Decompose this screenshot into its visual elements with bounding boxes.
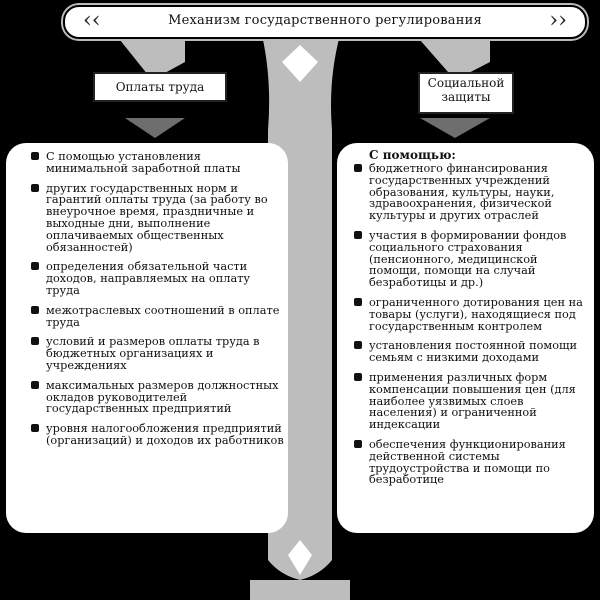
right-list [369, 163, 591, 494]
bullet-icon [31, 424, 39, 432]
bullet-icon [31, 337, 39, 345]
right-header: Социальной защиты [427, 76, 505, 104]
title-box [63, 5, 587, 39]
right-arrow-down [420, 118, 490, 138]
bullet-icon [31, 152, 39, 160]
bullet-icon [354, 373, 362, 381]
bullet-icon [31, 184, 39, 192]
bullet-icon [31, 381, 39, 389]
list-item: участия в формировании фондов социального страхования (пенсионного, медицинской помощи, помощи на случай безработицы и др.) [369, 230, 591, 289]
bullet-icon [31, 306, 39, 314]
list-item: применения различных форм компенсации повышения цен (для наиболее уязвимых слоев населения) и ограниченной индексации [369, 372, 591, 431]
column-base [250, 580, 350, 600]
chevron-right-icon: ›› [549, 8, 567, 33]
bullet-icon [354, 341, 362, 349]
list-item: ограниченного дотирования цен на товары (услуги), находящиеся под государственным контролем [369, 297, 591, 332]
list-item: уровня налогообложения предприятий (организаций) и доходов их работников [46, 423, 284, 447]
list-item: условий и размеров оплаты труда в бюджетных организациях и учреждениях [46, 336, 284, 371]
bullet-icon [354, 440, 362, 448]
bullet-icon [354, 231, 362, 239]
left-list [46, 151, 284, 455]
chevron-left-icon: ‹‹ [83, 8, 101, 33]
left-header-box [93, 72, 227, 102]
list-item: С помощью установления минимальной заработной платы [46, 151, 284, 175]
right-header-box [418, 72, 514, 114]
bullet-icon [354, 164, 362, 172]
list-item: установления постоянной помощи семьям с низкими доходами [369, 340, 591, 364]
left-panel [6, 143, 288, 533]
list-item: бюджетного финансирования государственных учреждений образования, культуры, науки, здравоохранения, физической культуры и других отраслей [369, 163, 591, 222]
bullet-icon [354, 298, 362, 306]
right-panel [337, 143, 594, 533]
list-item: обеспечения функционирования действенной системы трудоустройства и помощи по безработице [369, 439, 591, 486]
list-item: других государственных норм и гарантий оплаты труда (за работу во внеурочное время, праздничные и выходные дни, выполнение оплачиваемых общественных обязанностей) [46, 183, 284, 254]
diagram-title: Механизм государственного регулирования [168, 13, 482, 28]
list-item: межотраслевых соотношений в оплате труда [46, 305, 284, 329]
bullet-icon [31, 262, 39, 270]
left-arrow-down [125, 118, 185, 138]
right-heading: С помощью: [369, 148, 456, 162]
left-header: Оплаты труда [115, 80, 205, 94]
list-item: определения обязательной части доходов, направляемых на оплату труда [46, 261, 284, 296]
list-item: максимальных размеров должностных окладов руководителей государственных предприятий [46, 380, 284, 415]
